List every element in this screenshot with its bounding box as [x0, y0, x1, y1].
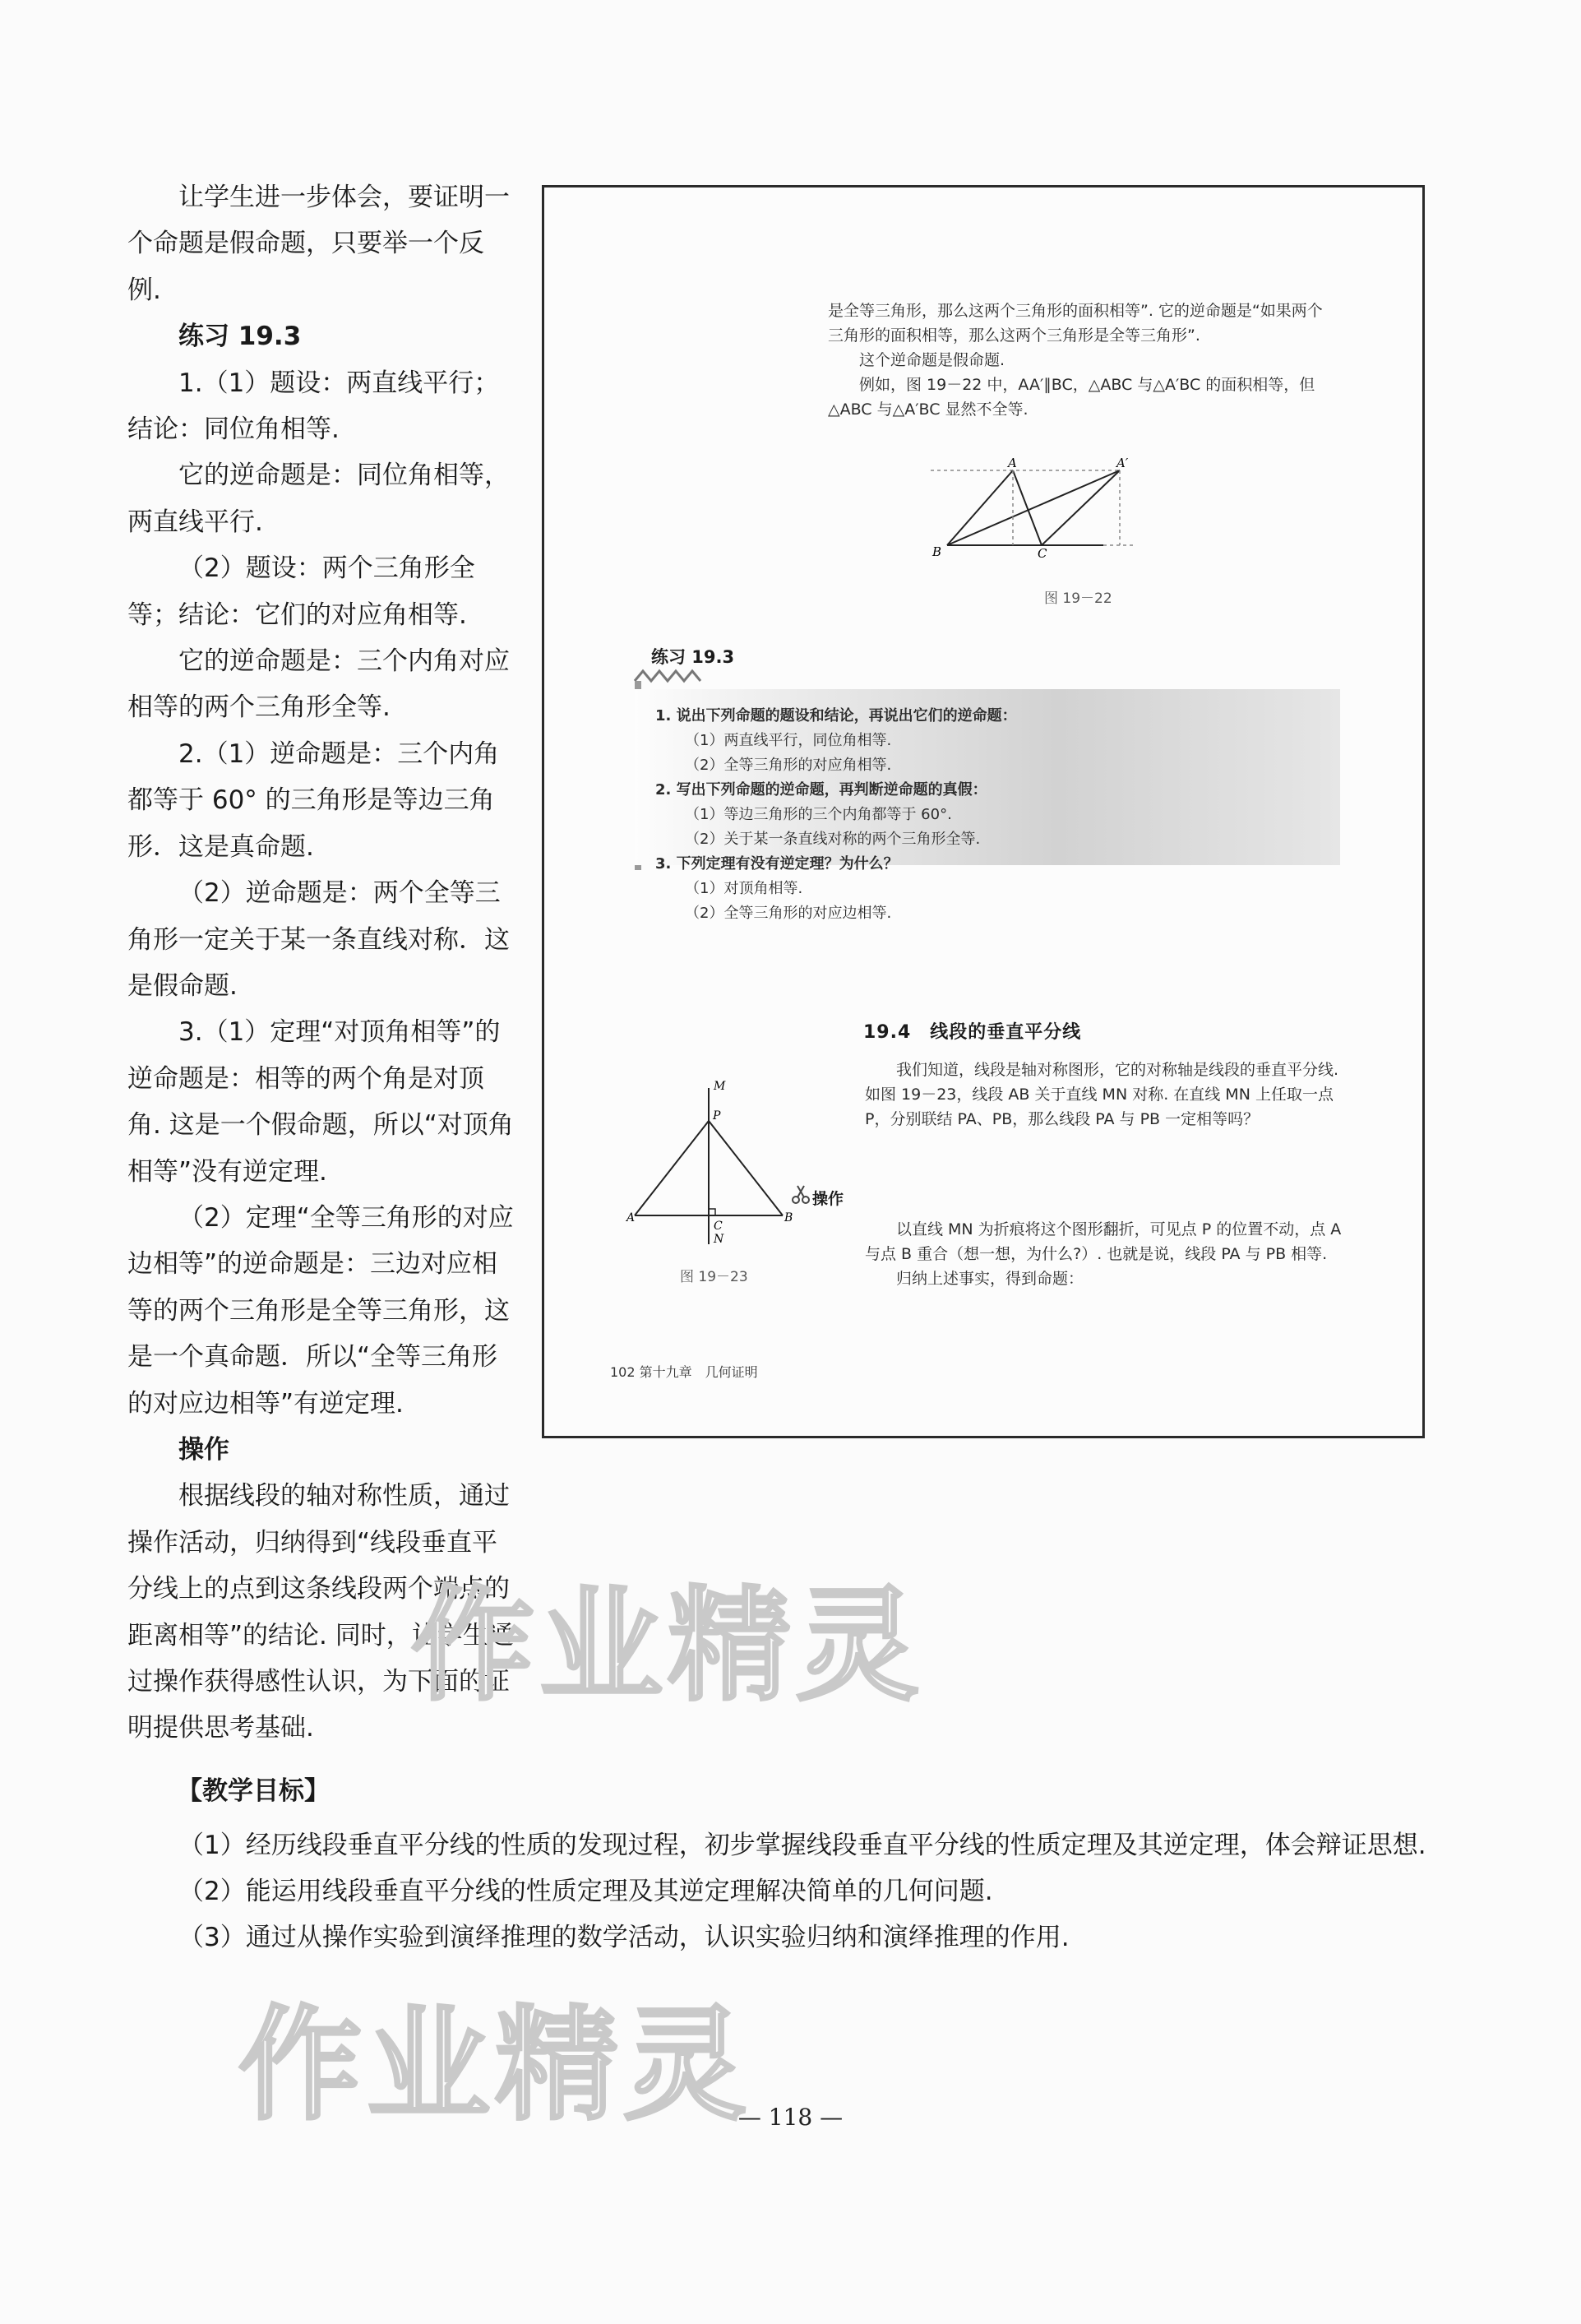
inset-p5: 以直线 MN 为折痕将这个图形翻折，可见点 P 的位置不动，点 A 与点 B 重合（想一想，为什么?）. 也就是说，线段 PA 与 PB 相等. — [865, 1220, 1342, 1263]
goal-1: （1）经历线段垂直平分线的性质的发现过程，初步掌握线段垂直平分线的性质定理及其逆定理，体会辩证思想. — [178, 1831, 1426, 1860]
inset-p3: 例如，图 19－22 中，AA′∥BC，△ABC 与△A′BC 的面积相等，但△ABC 与△A′BC 显然不全等. — [828, 376, 1315, 419]
exercise-2: 2. 写出下列命题的逆命题，再判断逆命题的真假： — [655, 781, 987, 799]
answer-1-2b: 它的逆命题是：三个内角对应相等的两个三角形全等. — [127, 646, 510, 723]
teaching-goals — [127, 1768, 1443, 1961]
exercise-3-1: （1）对顶角相等. — [685, 880, 803, 897]
operation-title: 操作 — [812, 1190, 844, 1208]
figure-19-23 — [626, 1080, 791, 1244]
exercise-3: 3. 下列定理有没有逆定理？为什么？ — [655, 855, 899, 873]
exercise-heading: 练习 19.3 — [178, 322, 302, 352]
label-A-fig23: A — [626, 1211, 636, 1224]
watermark-bottom: 作业精灵 — [238, 1994, 752, 2137]
exercise-title: 练习 19.3 — [651, 647, 735, 667]
exercise-3-2: （2）全等三角形的对应边相等. — [685, 905, 892, 922]
label-A: A — [1008, 456, 1017, 470]
inset-paragraphs — [828, 299, 1338, 422]
inset-p6: 归纳上述事实，得到命题： — [896, 1270, 1084, 1288]
answer-1-1b: 它的逆命题是：同位角相等，两直线平行. — [127, 461, 510, 537]
operation-paragraphs — [865, 1217, 1342, 1291]
exercise-2-2: （2）关于某一条直线对称的两个三角形全等. — [685, 831, 981, 848]
answer-3-2: （2）定理“全等三角形的对应边相等”的逆命题是：三边对应相等的两个三角形是全等三角形，这是一个真命题．所以“全等三角形的对应边相等”有逆定理. — [127, 1202, 514, 1419]
exercise-items — [655, 704, 1329, 926]
answer-2-1: 2.（1）逆命题是：三个内角都等于 60° 的三角形是等边三角形．这是真命题. — [127, 738, 500, 862]
answer-1-2a: （2）题设：两个三角形全等；结论：它们的对应角相等. — [127, 553, 475, 630]
operation-heading: 操作 — [178, 1434, 229, 1465]
scissors-icon — [791, 1184, 811, 1206]
label-M: M — [714, 1080, 726, 1093]
zigzag-decoration-icon — [635, 666, 700, 686]
label-B: B — [932, 544, 942, 559]
label-C: C — [1038, 546, 1047, 561]
label-P: P — [713, 1109, 721, 1123]
label-A-prime: A′ — [1116, 456, 1129, 470]
label-C-fig23: C — [714, 1220, 723, 1233]
label-B-fig23: B — [784, 1211, 793, 1224]
exercise-1-2: （2）全等三角形的对应角相等. — [685, 757, 892, 774]
watermark-mid: 作业精灵 — [411, 1575, 925, 1718]
inset-p1: 是全等三角形，那么这两个三角形的面积相等”. 它的逆命题是“如果两个三角形的面积相等，那么这两个三角形是全等三角形”. — [828, 302, 1323, 345]
intro-text: 让学生进一步体会，要证明一个命题是假命题，只要举一个反例. — [127, 183, 510, 305]
goal-3: （3）通过从操作实验到演绎推理的数学活动，认识实验归纳和演绎推理的作用. — [178, 1923, 1070, 1952]
figure-19-23-caption: 图 19－23 — [680, 1269, 748, 1285]
inset-footer: 102 第十九章 几何证明 — [610, 1364, 758, 1380]
section-paragraph — [865, 1058, 1342, 1132]
goals-heading: 【教学目标】 — [177, 1776, 330, 1806]
exercise-1-1: （1）两直线平行，同位角相等. — [685, 732, 892, 749]
sidebar-notes — [127, 174, 514, 1752]
label-N: N — [714, 1233, 724, 1246]
page-number: — 118 — — [737, 2104, 844, 2131]
figure-19-22-caption: 图 19－22 — [1044, 590, 1112, 607]
textbook-page-inset — [542, 185, 1425, 1438]
answer-2-2: （2）逆命题是：两个全等三角形一定关于某一条直线对称．这是假命题. — [127, 878, 510, 1001]
section-title: 19.4 线段的垂直平分线 — [863, 1022, 1082, 1043]
inset-p2: 这个逆命题是假命题. — [859, 351, 1005, 369]
answer-1-1a: 1.（1）题设：两直线平行；结论：同位角相等. — [127, 368, 500, 445]
operation-text: 根据线段的轴对称性质，通过操作活动，归纳得到“线段垂直平分线上的点到这条线段两个端点的距离相等”的结论. 同时，让学生通过操作获得感性认识，为下面的证明提供思考基础. — [127, 1481, 514, 1743]
goal-2: （2）能运用线段垂直平分线的性质定理及其逆定理解决简单的几何问题. — [178, 1877, 993, 1906]
exercise-2-1: （1）等边三角形的三个内角都等于 60°. — [685, 806, 952, 823]
answer-3-1: 3.（1）定理“对顶角相等”的逆命题是：相等的两个角是对顶角. 这是一个假命题，所以“对顶角相等”没有逆定理. — [127, 1017, 514, 1187]
figure-19-22 — [931, 456, 1194, 561]
inset-p4: 我们知道，线段是轴对称图形，它的对称轴是线段的垂直平分线. 如图 19－23，线段 AB 关于直线 MN 对称. 在直线 MN 上任取一点 P，分别联结 PA、PB，那么线段 PA 与 PB 一定相等吗？ — [865, 1061, 1339, 1128]
exercise-1: 1. 说出下列命题的题设和结论，再说出它们的逆命题： — [655, 707, 1017, 725]
